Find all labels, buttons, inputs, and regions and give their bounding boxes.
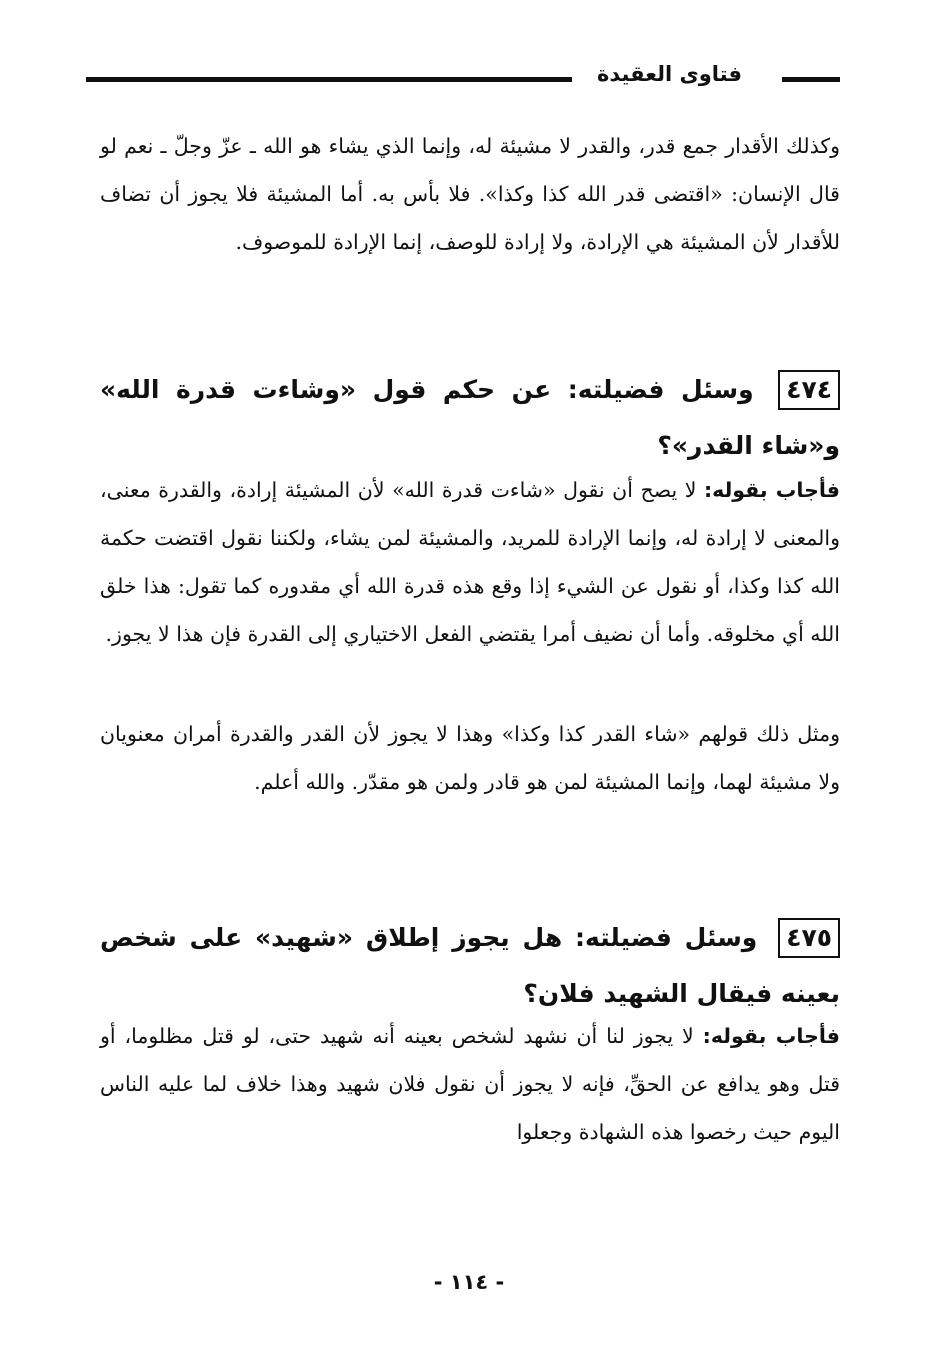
question-475-text: وسئل فضيلته: هل يجوز إطلاق «شهيد» على شخص بعينه فيقال الشهيد فلان؟ xyxy=(100,923,840,1008)
answer-474-paragraph-2: ومثل ذلك قولهم «شاء القدر كذا وكذا» وهذا لا يجوز لأن القدر والقدرة أمران معنويان ولا مشيئة لهما، وإنما المشيئة لمن هو قادر ولمن هو مقدّر. والله أعلم. xyxy=(100,722,840,794)
answer-475-text: لا يجوز لنا أن نشهد لشخص بعينه أنه شهيد حتى، لو قتل مظلوما، أو قتل وهو يدافع عن الحقِّ، فإنه لا يجوز أن نقول فلان شهيد وهذا خلاف لما عليه الناس اليوم حيث رخصوا هذه الشهادة وجعلوا xyxy=(100,1024,840,1144)
paragraph-intro: وكذلك الأقدار جمع قدر، والقدر لا مشيئة له، وإنما الذي يشاء هو الله ـ عزّ وجلّ ـ نعم لو قال الإنسان: «اقتضى قدر الله كذا وكذا». فلا بأس به. أما المشيئة فلا يجوز أن تضاف للأقدار لأن المشيئة هي الإرادة، ولا إرادة للوصف، إنما الإرادة للموصوف. xyxy=(100,134,840,254)
answer-474-lead: فأجاب بقوله: xyxy=(703,478,840,502)
question-number-474: ٤٧٤ xyxy=(778,370,840,410)
answer-475-lead: فأجاب بقوله: xyxy=(702,1024,840,1048)
header-rule-long xyxy=(86,77,572,82)
header-rule-short xyxy=(782,77,840,82)
page-number: - ١١٤ - xyxy=(433,1270,505,1294)
answer-475-paragraph xyxy=(100,1012,840,1156)
answer-474-paragraph-1 xyxy=(100,466,840,658)
question-474-heading xyxy=(100,362,840,474)
book-title: فتاوى العقيدة xyxy=(597,62,742,86)
question-474-text: وسئل فضيلته: عن حكم قول «وشاءت قدرة الله» و«شاء القدر»؟ xyxy=(100,375,840,460)
running-header xyxy=(86,58,840,98)
answer-474-text: لا يصح أن نقول «شاءت قدرة الله» لأن المشيئة إرادة، والقدرة معنى، والمعنى لا إرادة له، وإنما الإرادة للمريد، والمشيئة لمن يشاء، ولكننا نقول اقتضت حكمة الله كذا وكذا، أو نقول عن الشيء إذا وقع هذه قدرة الله أي مقدوره كما تقول: هذا خلق الله أي مخلوقه. وأما أن نضيف أمرا يقتضي الفعل الاختياري إلى القدرة فإن هذا لا يجوز. xyxy=(100,478,840,646)
question-475-heading xyxy=(100,910,840,1022)
question-number-475: ٤٧٥ xyxy=(778,918,840,958)
